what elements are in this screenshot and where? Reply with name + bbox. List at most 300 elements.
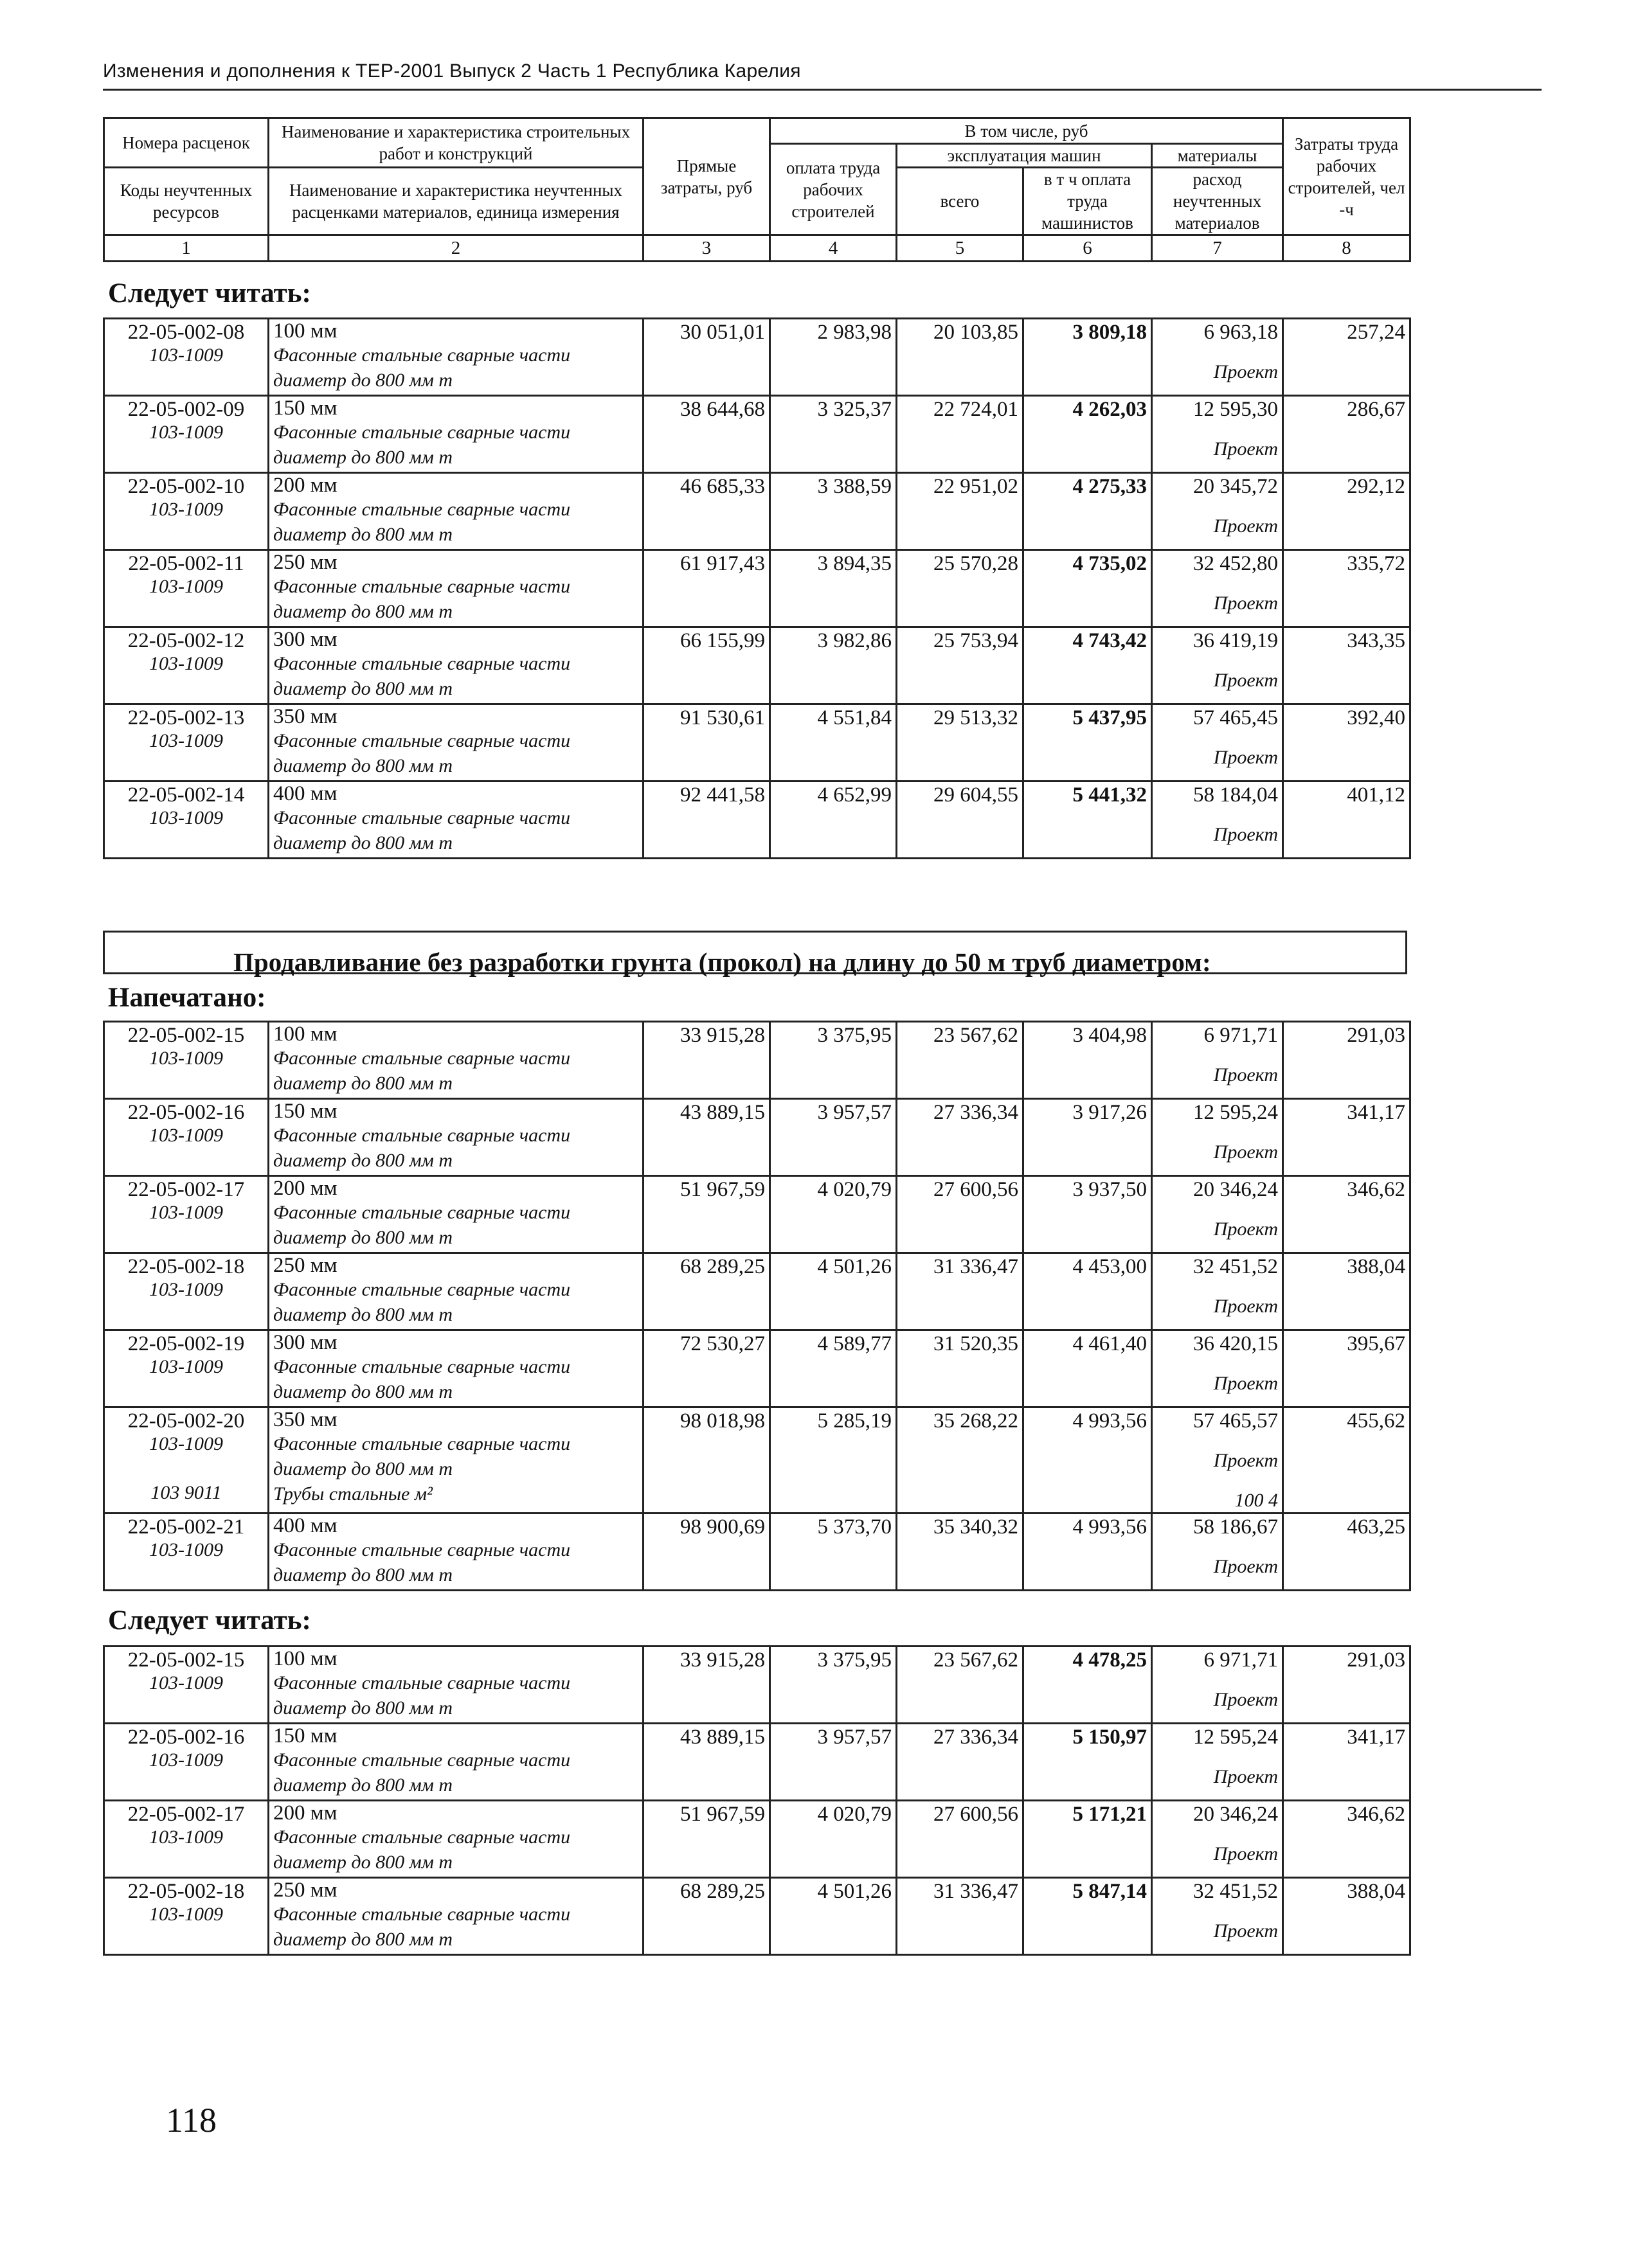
- machine-costs-total: 31 336,47: [897, 1253, 1023, 1330]
- pipe-diameter: 200 мм: [273, 1177, 338, 1200]
- pipe-diameter: 300 мм: [273, 628, 338, 651]
- rate-code: 22-05-002-16: [127, 1726, 245, 1749]
- labor-wages: 3 982,86: [770, 627, 897, 704]
- machinist-wages: 4 743,42: [1023, 627, 1152, 704]
- material-unit: диаметр до 800 мм т: [273, 1073, 453, 1094]
- materials-cell: [1152, 473, 1283, 550]
- material-unit: диаметр до 800 мм т: [273, 1852, 453, 1873]
- direct-costs: 51 967,59: [644, 1176, 770, 1253]
- materials-cost: 57 465,57: [1193, 1409, 1278, 1433]
- materials-cost: 20 345,72: [1193, 475, 1278, 498]
- work-description-cell: [269, 1647, 644, 1724]
- direct-costs: 33 915,28: [644, 1022, 770, 1099]
- materials-cost: 6 971,71: [1203, 1648, 1278, 1672]
- rate-code-cell: [104, 781, 269, 859]
- materials-cell: [1152, 1513, 1283, 1591]
- resource-code: 103-1009: [149, 1048, 223, 1069]
- direct-costs: 46 685,33: [644, 473, 770, 550]
- material-consumption: Проект: [1213, 361, 1278, 382]
- material-unit: диаметр до 800 мм т: [273, 1774, 453, 1796]
- labor-wages: 3 894,35: [770, 550, 897, 627]
- machinist-wages: 4 461,40: [1023, 1330, 1152, 1407]
- material-consumption: Проект: [1213, 1920, 1278, 1942]
- work-description-cell: [269, 1253, 644, 1330]
- rate-code-cell: [104, 1647, 269, 1724]
- labor-hours: 346,62: [1283, 1801, 1410, 1878]
- material-consumption: Проект: [1213, 1689, 1278, 1710]
- labor-wages: 3 325,37: [770, 396, 897, 473]
- labor-wages: 4 020,79: [770, 1176, 897, 1253]
- labor-wages: 3 375,95: [770, 1647, 897, 1724]
- material-consumption: Проект: [1213, 1296, 1278, 1317]
- header-kody: Коды неучтенных ресурсов: [104, 168, 269, 235]
- pipe-diameter: 400 мм: [273, 782, 338, 805]
- work-description-cell: [269, 1407, 644, 1513]
- machine-costs-total: 22 724,01: [897, 396, 1023, 473]
- resource-code: 103-1009: [149, 1125, 223, 1146]
- material-name: Фасонные стальные сварные части: [273, 1048, 571, 1069]
- labor-hours: 463,25: [1283, 1513, 1410, 1591]
- table-row: [104, 781, 1410, 859]
- machinist-wages: 4 478,25: [1023, 1647, 1152, 1724]
- labor-hours: 395,67: [1283, 1330, 1410, 1407]
- material-consumption: Проект: [1213, 670, 1278, 691]
- rate-code-cell: [104, 396, 269, 473]
- labor-wages: 4 589,77: [770, 1330, 897, 1407]
- material-consumption: Проект: [1213, 1219, 1278, 1240]
- rate-code: 22-05-002-08: [127, 321, 245, 344]
- direct-costs: 68 289,25: [644, 1878, 770, 1955]
- rate-code-cell: [104, 704, 269, 781]
- work-description-cell: [269, 781, 644, 859]
- material-unit: диаметр до 800 мм т: [273, 1564, 453, 1585]
- rate-code-cell: [104, 1878, 269, 1955]
- header-col-number: 6: [1023, 235, 1152, 262]
- resource-code: 103-1009: [149, 422, 223, 443]
- material-unit: диаметр до 800 мм т: [273, 1150, 453, 1171]
- rate-code: 22-05-002-18: [127, 1880, 245, 1903]
- materials-cost: 6 963,18: [1203, 321, 1278, 344]
- rate-code: 22-05-002-17: [127, 1178, 245, 1201]
- labor-wages: 4 020,79: [770, 1801, 897, 1878]
- labor-wages: 3 388,59: [770, 473, 897, 550]
- material-name: Фасонные стальные сварные части: [273, 1672, 571, 1693]
- rate-code: 22-05-002-18: [127, 1255, 245, 1278]
- table-row: [104, 1176, 1410, 1253]
- material-unit: диаметр до 800 мм т: [273, 524, 453, 545]
- resource-code: 103-1009: [149, 344, 223, 366]
- rate-code: 22-05-002-10: [127, 475, 245, 498]
- machine-costs-total: 22 951,02: [897, 473, 1023, 550]
- rate-code: 22-05-002-12: [127, 629, 245, 652]
- material-unit: диаметр до 800 мм т: [273, 832, 453, 853]
- pipe-diameter: 100 мм: [273, 1647, 338, 1670]
- direct-costs: 33 915,28: [644, 1647, 770, 1724]
- material-consumption: Проект: [1213, 515, 1278, 537]
- materials-cost: 20 346,24: [1193, 1178, 1278, 1201]
- direct-costs: 91 530,61: [644, 704, 770, 781]
- resource-code: 103-1009: [149, 1672, 223, 1693]
- machinist-wages: 4 735,02: [1023, 550, 1152, 627]
- materials-cost: 20 346,24: [1193, 1803, 1278, 1826]
- banner-title: Продавливание без разработки грунта (прокол) на длину до 50 м труб диаметром:: [233, 947, 1211, 977]
- table-row: [104, 1253, 1410, 1330]
- material-unit: диаметр до 800 мм т: [273, 1381, 453, 1402]
- material-name: Фасонные стальные сварные части: [273, 1826, 571, 1848]
- work-description-cell: [269, 1099, 644, 1176]
- direct-costs: 61 917,43: [644, 550, 770, 627]
- labor-hours: 291,03: [1283, 1022, 1410, 1099]
- rate-code-cell: [104, 1724, 269, 1801]
- header-col-number: 1: [104, 235, 269, 262]
- material-consumption: Проект: [1213, 747, 1278, 768]
- machinist-wages: 3 809,18: [1023, 319, 1152, 396]
- materials-cell: [1152, 1330, 1283, 1407]
- materials-cell: [1152, 1801, 1283, 1878]
- direct-costs: 38 644,68: [644, 396, 770, 473]
- materials-cell: [1152, 1647, 1283, 1724]
- rate-code-cell: [104, 1330, 269, 1407]
- labor-wages: 4 501,26: [770, 1253, 897, 1330]
- header-col-number: 2: [269, 235, 644, 262]
- header-rule: [103, 89, 1542, 91]
- table-row: [104, 704, 1410, 781]
- direct-costs: 51 967,59: [644, 1801, 770, 1878]
- direct-costs: 68 289,25: [644, 1253, 770, 1330]
- labor-wages: 3 375,95: [770, 1022, 897, 1099]
- resource-code: 103-1009: [149, 730, 223, 751]
- header-naim1: Наименование и характеристика строительных работ и конструкций: [269, 118, 644, 168]
- machinist-wages: 4 993,56: [1023, 1407, 1152, 1513]
- resource-code: 103-1009: [149, 1826, 223, 1848]
- resource-code: 103-1009: [149, 499, 223, 520]
- section-heading-should-read-2: Следует читать:: [108, 1605, 311, 1636]
- labor-hours: 392,40: [1283, 704, 1410, 781]
- machinist-wages: 4 275,33: [1023, 473, 1152, 550]
- resource-code: 103-1009: [149, 1356, 223, 1377]
- machine-costs-total: 35 340,32: [897, 1513, 1023, 1591]
- work-description-cell: [269, 473, 644, 550]
- labor-wages: 4 551,84: [770, 704, 897, 781]
- rate-code-cell: [104, 627, 269, 704]
- pipe-diameter: 300 мм: [273, 1331, 338, 1354]
- resource-code: 103-1009: [149, 576, 223, 597]
- rate-code: 22-05-002-11: [128, 552, 244, 575]
- materials-cell: [1152, 396, 1283, 473]
- header-naim2: Наименование и характеристика неучтенных расценками материалов, единица измерения: [269, 168, 644, 235]
- materials-cell: [1152, 627, 1283, 704]
- table-row: [104, 550, 1410, 627]
- labor-hours: 341,17: [1283, 1099, 1410, 1176]
- material-unit: диаметр до 800 мм т: [273, 1929, 453, 1950]
- machinist-wages: 3 917,26: [1023, 1099, 1152, 1176]
- work-description-cell: [269, 1022, 644, 1099]
- header-nomera: Номера расценок: [104, 118, 269, 168]
- header-oplata: оплата труда рабочих строителей: [770, 144, 897, 235]
- header-col-number: 7: [1152, 235, 1283, 262]
- materials-cell: [1152, 1724, 1283, 1801]
- labor-hours: 292,12: [1283, 473, 1410, 550]
- material-unit: диаметр до 800 мм т: [273, 370, 453, 391]
- header-ekspl: эксплуатация машин: [897, 144, 1152, 168]
- labor-hours: 346,62: [1283, 1176, 1410, 1253]
- direct-costs: 43 889,15: [644, 1724, 770, 1801]
- rate-code-cell: [104, 1801, 269, 1878]
- machinist-wages: 5 437,95: [1023, 704, 1152, 781]
- table-row: [104, 319, 1410, 396]
- material-unit: диаметр до 800 мм т: [273, 678, 453, 699]
- machinist-wages: 3 937,50: [1023, 1176, 1152, 1253]
- material-name: Фасонные стальные сварные части: [273, 1904, 571, 1925]
- machinist-wages: 4 262,03: [1023, 396, 1152, 473]
- header-v-tom-chisle: В том числе, руб: [770, 118, 1283, 144]
- materials-cost: 36 419,19: [1193, 629, 1278, 652]
- rate-code-cell: [104, 319, 269, 396]
- machine-costs-total: 29 513,32: [897, 704, 1023, 781]
- machine-costs-total: 23 567,62: [897, 1647, 1023, 1724]
- header-col-number: 5: [897, 235, 1023, 262]
- column-header-table: [103, 117, 1411, 262]
- labor-hours: 388,04: [1283, 1253, 1410, 1330]
- rates-table-printed: [103, 1021, 1411, 1591]
- rate-code: 22-05-002-17: [127, 1803, 245, 1826]
- work-description-cell: [269, 396, 644, 473]
- work-description-cell: [269, 1878, 644, 1955]
- labor-hours: 455,62: [1283, 1407, 1410, 1513]
- materials-cost: 32 452,80: [1193, 552, 1278, 575]
- machine-costs-total: 31 520,35: [897, 1330, 1023, 1407]
- material-unit: диаметр до 800 мм т: [273, 1304, 453, 1325]
- materials-cost: 57 465,45: [1193, 706, 1278, 729]
- table-row: [104, 1878, 1410, 1955]
- material-consumption: Проект: [1213, 1141, 1278, 1163]
- material-consumption: Проект: [1213, 1373, 1278, 1394]
- running-head: Изменения и дополнения к ТЕР-2001 Выпуск 2 Часть 1 Республика Карелия: [103, 60, 801, 82]
- machinist-wages: 3 404,98: [1023, 1022, 1152, 1099]
- materials-cell: [1152, 1022, 1283, 1099]
- direct-costs: 98 900,69: [644, 1513, 770, 1591]
- rate-code-cell: [104, 1176, 269, 1253]
- labor-wages: 5 285,19: [770, 1407, 897, 1513]
- material-consumption: Проект: [1213, 438, 1278, 460]
- material-name: Фасонные стальные сварные части: [273, 576, 571, 597]
- work-description-cell: [269, 1724, 644, 1801]
- material-name: Фасонные стальные сварные части: [273, 1356, 571, 1377]
- rate-code: 22-05-002-13: [127, 706, 245, 729]
- labor-hours: 343,35: [1283, 627, 1410, 704]
- rates-table-corrected-2: [103, 1645, 1411, 1956]
- materials-cell: [1152, 319, 1283, 396]
- pipe-diameter: 350 мм: [273, 1408, 338, 1431]
- rate-code: 22-05-002-19: [127, 1332, 245, 1355]
- materials-cost: 12 595,30: [1193, 398, 1278, 421]
- labor-hours: 388,04: [1283, 1878, 1410, 1955]
- machinist-wages: 5 847,14: [1023, 1878, 1152, 1955]
- resource-code: 103-1009: [149, 653, 223, 674]
- material-unit: диаметр до 800 мм т: [273, 601, 453, 622]
- header-col-number: 8: [1283, 235, 1410, 262]
- work-description-cell: [269, 1176, 644, 1253]
- table-row: [104, 1724, 1410, 1801]
- materials-cost: 58 184,04: [1193, 783, 1278, 807]
- rate-code: 22-05-002-20: [127, 1409, 245, 1433]
- rate-code: 22-05-002-09: [127, 398, 245, 421]
- machine-costs-total: 27 600,56: [897, 1176, 1023, 1253]
- material-name: Фасонные стальные сварные части: [273, 499, 571, 520]
- machinist-wages: 5 171,21: [1023, 1801, 1152, 1878]
- materials-cell: [1152, 781, 1283, 859]
- material-consumption: Проект: [1213, 1843, 1278, 1864]
- pipe-diameter: 150 мм: [273, 1100, 338, 1123]
- material-consumption: Проект: [1213, 1556, 1278, 1577]
- machine-costs-total: 31 336,47: [897, 1878, 1023, 1955]
- table-row: [104, 1022, 1410, 1099]
- work-description-cell: [269, 550, 644, 627]
- pipe-diameter: 200 мм: [273, 1801, 338, 1825]
- rate-code: 22-05-002-21: [127, 1515, 245, 1539]
- material-name: Фасонные стальные сварные части: [273, 1279, 571, 1300]
- rate-code-cell: [104, 1099, 269, 1176]
- machine-costs-total: 25 753,94: [897, 627, 1023, 704]
- resource-code: 103-1009: [149, 1202, 223, 1223]
- pipe-diameter: 150 мм: [273, 1724, 338, 1747]
- material-unit: диаметр до 800 мм т: [273, 1697, 453, 1719]
- pipe-diameter: 150 мм: [273, 397, 338, 420]
- material-name: Фасонные стальные сварные части: [273, 1433, 571, 1454]
- resource-code: 103-1009: [149, 807, 223, 828]
- material-name: Фасонные стальные сварные части: [273, 1202, 571, 1223]
- table-row: [104, 1801, 1410, 1878]
- direct-costs: 30 051,01: [644, 319, 770, 396]
- direct-costs: 92 441,58: [644, 781, 770, 859]
- machinist-wages: 4 993,56: [1023, 1513, 1152, 1591]
- rates-table-corrected: [103, 317, 1411, 859]
- work-description-cell: [269, 1513, 644, 1591]
- materials-cost: 32 451,52: [1193, 1880, 1278, 1903]
- direct-costs: 72 530,27: [644, 1330, 770, 1407]
- material-name: Фасонные стальные сварные части: [273, 422, 571, 443]
- work-description-cell: [269, 704, 644, 781]
- machine-costs-total: 27 336,34: [897, 1724, 1023, 1801]
- rate-code-cell: [104, 1022, 269, 1099]
- labor-wages: 5 373,70: [770, 1513, 897, 1591]
- table-row: [104, 1330, 1410, 1407]
- table-row: [104, 473, 1410, 550]
- direct-costs: 66 155,99: [644, 627, 770, 704]
- machinist-wages: 5 441,32: [1023, 781, 1152, 859]
- pipe-diameter: 350 мм: [273, 705, 338, 728]
- pipe-diameter: 400 мм: [273, 1514, 338, 1537]
- rate-code-cell: [104, 1513, 269, 1591]
- table-row: [104, 1407, 1410, 1513]
- machinist-wages: 5 150,97: [1023, 1724, 1152, 1801]
- machine-costs-total: 27 600,56: [897, 1801, 1023, 1878]
- rate-code: 22-05-002-14: [127, 783, 245, 807]
- materials-cost: 12 595,24: [1193, 1101, 1278, 1124]
- machine-costs-total: 23 567,62: [897, 1022, 1023, 1099]
- labor-wages: 3 957,57: [770, 1099, 897, 1176]
- direct-costs: 43 889,15: [644, 1099, 770, 1176]
- labor-wages: 4 501,26: [770, 1878, 897, 1955]
- work-description-cell: [269, 1330, 644, 1407]
- labor-hours: 257,24: [1283, 319, 1410, 396]
- header-vsego: всего: [897, 168, 1023, 235]
- section-heading-printed: Напечатано:: [108, 983, 266, 1013]
- materials-cost: 12 595,24: [1193, 1726, 1278, 1749]
- materials-cost: 36 420,15: [1193, 1332, 1278, 1355]
- labor-wages: 4 652,99: [770, 781, 897, 859]
- machinist-wages: 4 453,00: [1023, 1253, 1152, 1330]
- machine-costs-total: 29 604,55: [897, 781, 1023, 859]
- material-consumption: Проект: [1213, 1450, 1278, 1471]
- pipe-diameter: 250 мм: [273, 1879, 338, 1902]
- materials-cell: [1152, 1878, 1283, 1955]
- labor-hours: 341,17: [1283, 1724, 1410, 1801]
- material-consumption: 100 4: [1234, 1490, 1278, 1511]
- table-row: [104, 1513, 1410, 1591]
- header-materialy: материалы: [1152, 144, 1283, 168]
- material-name: Фасонные стальные сварные части: [273, 653, 571, 674]
- material-name: Фасонные стальные сварные части: [273, 344, 571, 366]
- resource-code: 103-1009: [149, 1433, 223, 1454]
- labor-hours: 291,03: [1283, 1647, 1410, 1724]
- materials-cell: [1152, 704, 1283, 781]
- resource-code: 103-1009: [149, 1904, 223, 1925]
- section-banner: [103, 931, 1407, 977]
- materials-cell: [1152, 1176, 1283, 1253]
- work-description-cell: [269, 319, 644, 396]
- section-heading-should-read: Следует читать:: [108, 278, 311, 308]
- material-name: Фасонные стальные сварные части: [273, 807, 571, 828]
- resource-code: 103 9011: [150, 1482, 222, 1503]
- header-col-number: 4: [770, 235, 897, 262]
- pipe-diameter: 250 мм: [273, 551, 338, 574]
- labor-wages: 2 983,98: [770, 319, 897, 396]
- material-consumption: Проект: [1213, 593, 1278, 614]
- resource-code: 103-1009: [149, 1749, 223, 1771]
- machine-costs-total: 27 336,34: [897, 1099, 1023, 1176]
- table-row: [104, 1647, 1410, 1724]
- material-unit: диаметр до 800 мм т: [273, 447, 453, 468]
- table-row: [104, 627, 1410, 704]
- pipe-diameter: 250 мм: [273, 1254, 338, 1277]
- labor-hours: 286,67: [1283, 396, 1410, 473]
- material-consumption: Проект: [1213, 824, 1278, 845]
- material-name: Трубы стальные м²: [273, 1483, 433, 1505]
- labor-hours: 401,12: [1283, 781, 1410, 859]
- rate-code-cell: [104, 473, 269, 550]
- table-row: [104, 1099, 1410, 1176]
- resource-code: 103-1009: [149, 1279, 223, 1300]
- pipe-diameter: 100 мм: [273, 1022, 338, 1046]
- rate-code-cell: [104, 1407, 269, 1513]
- machine-costs-total: 20 103,85: [897, 319, 1023, 396]
- materials-cost: 6 971,71: [1203, 1024, 1278, 1047]
- pipe-diameter: 100 мм: [273, 319, 338, 343]
- rate-code-cell: [104, 1253, 269, 1330]
- header-vtch: в т ч оплата труда машинистов: [1023, 168, 1152, 235]
- pipe-diameter: 200 мм: [273, 474, 338, 497]
- material-name: Фасонные стальные сварные части: [273, 1125, 571, 1146]
- rate-code: 22-05-002-15: [127, 1648, 245, 1672]
- direct-costs: 98 018,98: [644, 1407, 770, 1513]
- materials-cell: [1152, 1407, 1283, 1513]
- material-consumption: Проект: [1213, 1766, 1278, 1787]
- material-unit: диаметр до 800 мм т: [273, 1458, 453, 1479]
- rate-code: 22-05-002-16: [127, 1101, 245, 1124]
- header-zatraty: Затраты труда рабочих строителей, чел -ч: [1283, 118, 1410, 235]
- materials-cell: [1152, 550, 1283, 627]
